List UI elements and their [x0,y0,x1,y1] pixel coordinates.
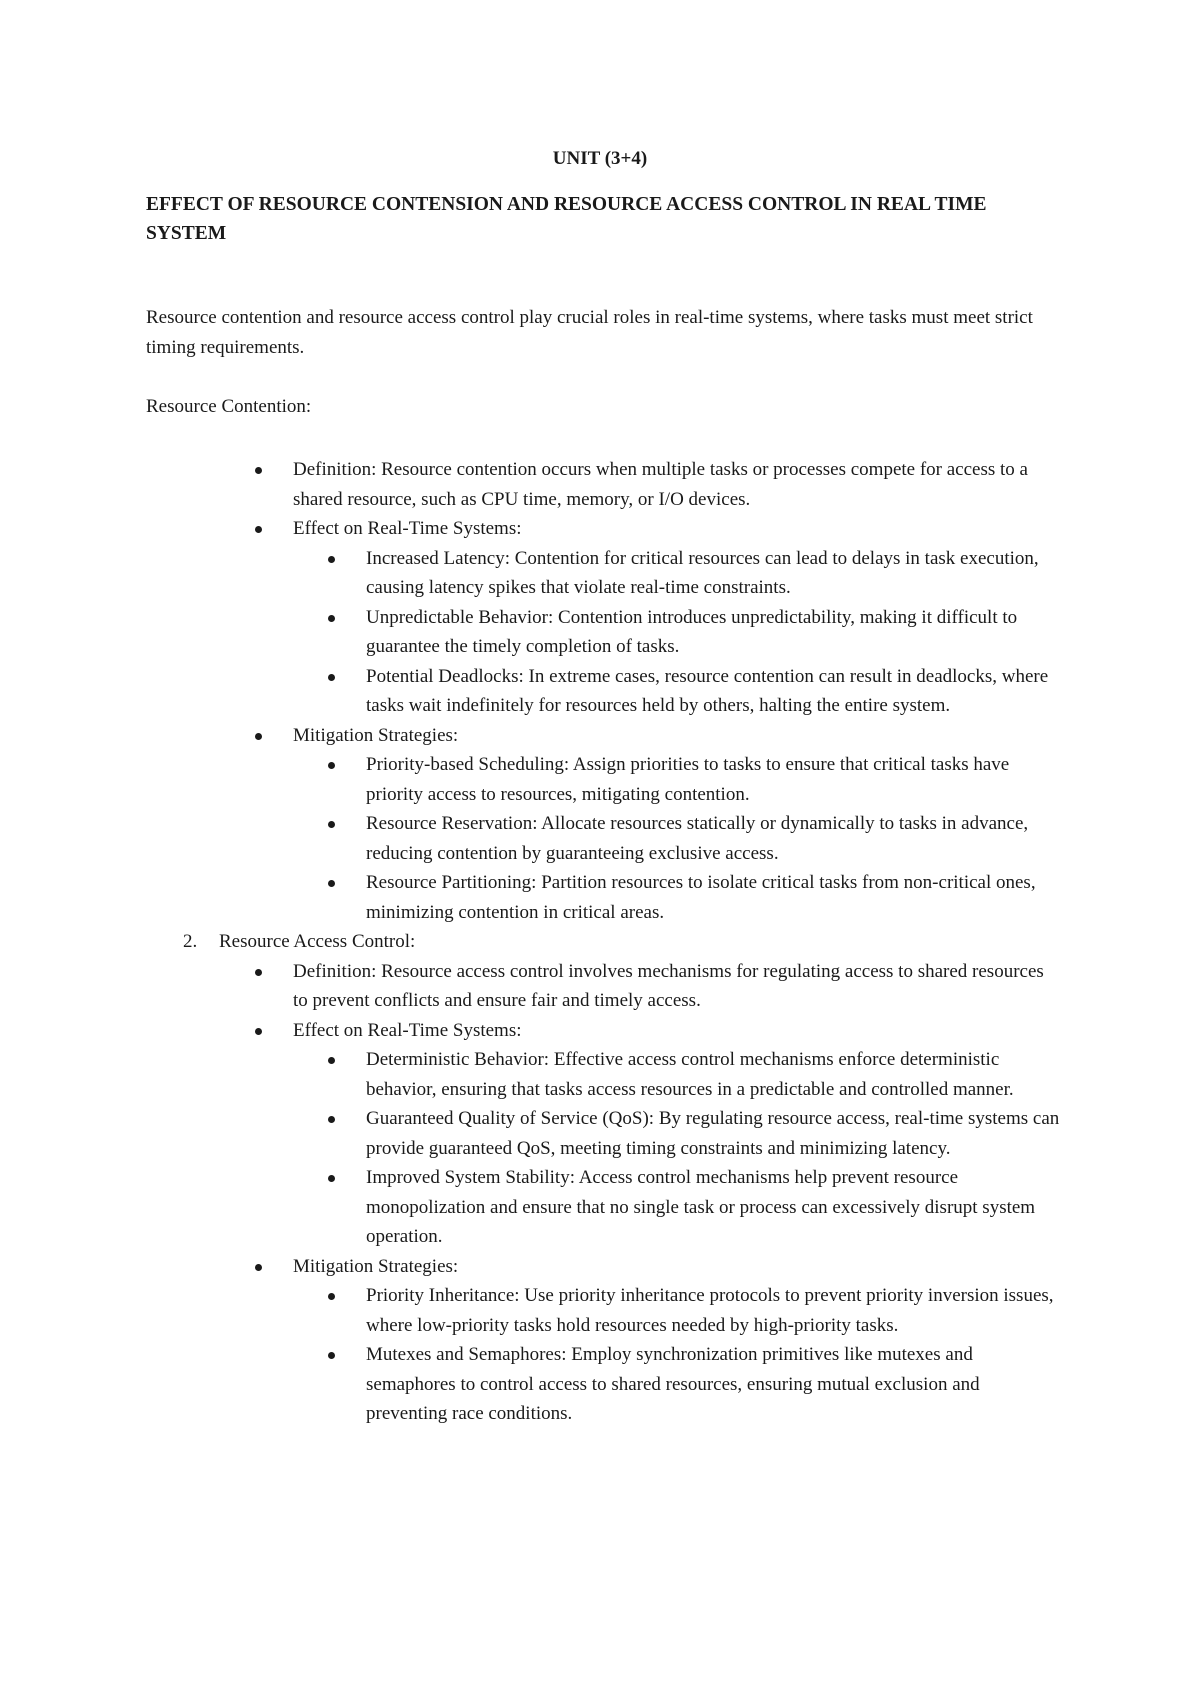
unit-label: UNIT (3+4) [552,148,648,169]
sub-list [293,1281,1063,1429]
intro-paragraph: Resource contention and resource access control play crucial roles in real-time systems, where tasks must meet strict timing requirements. [146,307,1033,358]
list-item [293,455,1063,514]
list-item-text: Effect on Real-Time Systems: [293,1019,522,1041]
sub-list-item: Resource Partitioning: Partition resources to isolate critical tasks from non-critical ones, minimizing contention in critical areas. [366,868,1063,927]
sub-list-item: Resource Reservation: Allocate resources statically or dynamically to tasks in advance, reducing contention by guaranteeing exclusive access. [366,809,1063,868]
list-item-text: Effect on Real-Time Systems: [293,518,522,539]
sub-list [293,544,1063,721]
sub-list-item: Guaranteed Quality of Service (QoS): By regulating resource access, real-time systems can provide guaranteed QoS, meeting timing constraints and minimizing latency. [366,1104,1063,1163]
section-number: 2. [183,931,198,952]
list-item [293,1016,1063,1252]
sub-list-item: Priority Inheritance: Use priority inheritance protocols to prevent priority inversion issues, where low-priority tasks hold resources needed by high-priority tasks. [366,1281,1063,1340]
sub-list-item: Unpredictable Behavior: Contention introduces unpredictability, making it difficult to guarantee the timely completion of tasks. [366,603,1063,662]
document-body [0,455,1200,1429]
list-item-text: Mitigation Strategies: [293,724,459,746]
sub-list-item: Potential Deadlocks: In extreme cases, resource contention can result in deadlocks, where tasks wait indefinitely for resources held by others, halting the entire system. [366,662,1063,721]
list-item [293,514,1063,721]
section-heading-resource-contention: Resource Contention: [146,396,312,417]
sub-list-item: Increased Latency: Contention for critical resources can lead to delays in task execution, causing latency spikes that violate real-time constraints. [366,544,1063,603]
sub-list [293,1045,1063,1252]
sub-list [293,750,1063,927]
resource-contention-list [0,455,1200,927]
list-item [293,957,1063,1016]
sub-list-item: Deterministic Behavior: Effective access control mechanisms enforce deterministic behavior, ensuring that tasks access resources in a predictable and controlled manner. [366,1045,1063,1104]
list-item [293,721,1063,928]
list-item-text: Mitigation Strategies: [293,1255,459,1277]
document-title: EFFECT OF RESOURCE CONTENSION AND RESOURCE ACCESS CONTROL IN REAL TIME SYSTEM [146,194,987,244]
list-item-text: Definition: Resource access control involves mechanisms for regulating access to shared resources to prevent conflicts and ensure fair and timely access. [293,960,1044,1011]
sub-list-item: Improved System Stability: Access control mechanisms help prevent resource monopolization and ensure that no single task or process can excessively disrupt system operation. [366,1163,1063,1252]
list-item [293,1252,1063,1429]
sub-list-item: Priority-based Scheduling: Assign priorities to tasks to ensure that critical tasks have priority access to resources, mitigating contention. [366,750,1063,809]
sub-list-item: Mutexes and Semaphores: Employ synchronization primitives like mutexes and semaphores to control access to shared resources, ensuring mutual exclusion and preventing race conditions. [366,1340,1063,1429]
resource-access-control-list [0,957,1200,1429]
section-heading-resource-access-control: Resource Access Control: [219,931,416,952]
list-item-text: Definition: Resource contention occurs when multiple tasks or processes compete for access to a shared resource, such as CPU time, memory, or I/O devices. [293,459,1028,510]
section-resource-access-control [0,927,1200,1429]
